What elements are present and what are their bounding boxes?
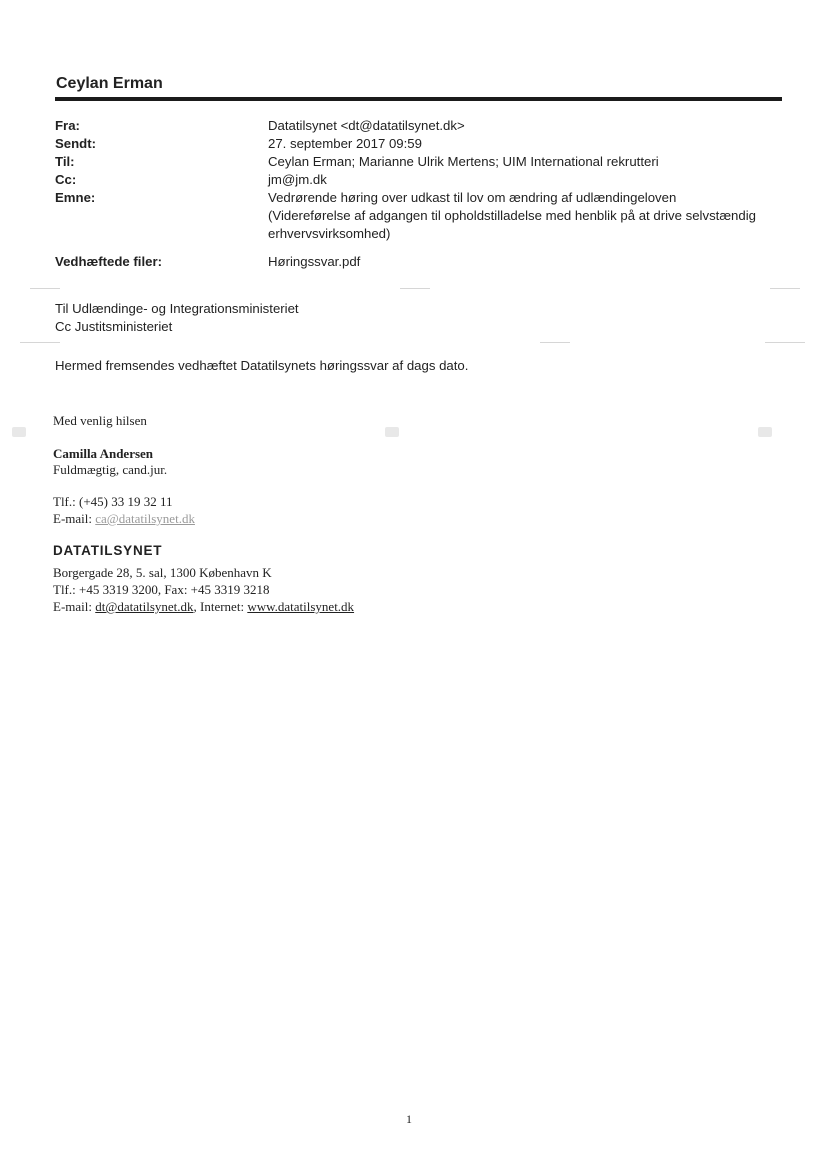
subject-label: Emne: <box>55 190 96 205</box>
scan-artifact <box>770 288 800 289</box>
from-label: Fra: <box>55 118 80 133</box>
signer-email-link[interactable]: ca@datatilsynet.dk <box>95 511 195 526</box>
cc-value: jm@jm.dk <box>268 172 327 187</box>
signer-title: Fuldmægtig, cand.jur. <box>53 462 168 477</box>
org-website-link[interactable]: www.datatilsynet.dk <box>247 599 355 614</box>
organization-address: Borgergade 28, 5. sal, 1300 København K <box>53 565 272 580</box>
signer-phone: Tlf.: (+45) 33 19 32 11 <box>53 494 173 509</box>
subject-line-1: Vedrørende høring over udkast til lov om ændring af udlændingeloven <box>268 190 677 205</box>
org-internet-label: , Internet: <box>193 599 248 614</box>
signer-name: Camilla Andersen <box>53 446 154 461</box>
sent-value: 27. september 2017 09:59 <box>268 136 422 151</box>
intro-text: Hermed fremsendes vedhæftet Datatilsynets høringssvar af dags dato. <box>55 358 469 373</box>
header-divider <box>55 97 782 101</box>
meta-attachments <box>55 253 795 271</box>
email-meta <box>55 117 795 271</box>
scan-artifact <box>758 427 772 437</box>
scan-artifact <box>765 342 805 343</box>
organization-links <box>53 598 354 615</box>
meta-sent <box>55 135 795 153</box>
cc-label: Cc: <box>55 172 77 187</box>
scan-artifact <box>540 342 570 343</box>
addressee-to: Til Udlændinge- og Integrationsministeriet <box>55 301 299 316</box>
page-number: 1 <box>406 1112 412 1126</box>
addressee-cc: Cc Justitsministeriet <box>55 319 173 334</box>
meta-subject <box>55 189 795 243</box>
attachments-label: Vedhæftede filer: <box>55 254 162 269</box>
scan-artifact <box>20 342 60 343</box>
org-email-link[interactable]: dt@datatilsynet.dk <box>95 599 194 614</box>
header-name: Ceylan Erman <box>56 75 163 92</box>
attachment-file[interactable]: Høringssvar.pdf <box>268 254 361 269</box>
meta-cc <box>55 171 795 189</box>
signer-email-line <box>53 510 195 527</box>
to-label: Til: <box>55 154 75 169</box>
scan-artifact <box>30 288 60 289</box>
scan-artifact <box>12 427 26 437</box>
organization-name: DATATILSYNET <box>53 543 163 558</box>
subject-line-3: erhvervsvirksomhed) <box>268 226 391 241</box>
greeting: Med venlig hilsen <box>53 413 147 428</box>
org-email-label: E-mail: <box>53 599 96 614</box>
meta-to <box>55 153 795 171</box>
organization-phone: Tlf.: +45 3319 3200, Fax: +45 3319 3218 <box>53 582 270 597</box>
signer-email-label: E-mail: <box>53 511 96 526</box>
scan-artifact <box>385 427 399 437</box>
scan-artifact <box>400 288 430 289</box>
subject-line-2: (Videreførelse af adgangen til opholdstilladelse med henblik på at drive selvstændig <box>268 208 756 223</box>
from-value: Datatilsynet <dt@datatilsynet.dk> <box>268 118 465 133</box>
addressees <box>55 300 299 336</box>
to-value: Ceylan Erman; Marianne Ulrik Mertens; UIM International rekrutteri <box>268 154 659 169</box>
meta-from <box>55 117 795 135</box>
sent-label: Sendt: <box>55 136 97 151</box>
